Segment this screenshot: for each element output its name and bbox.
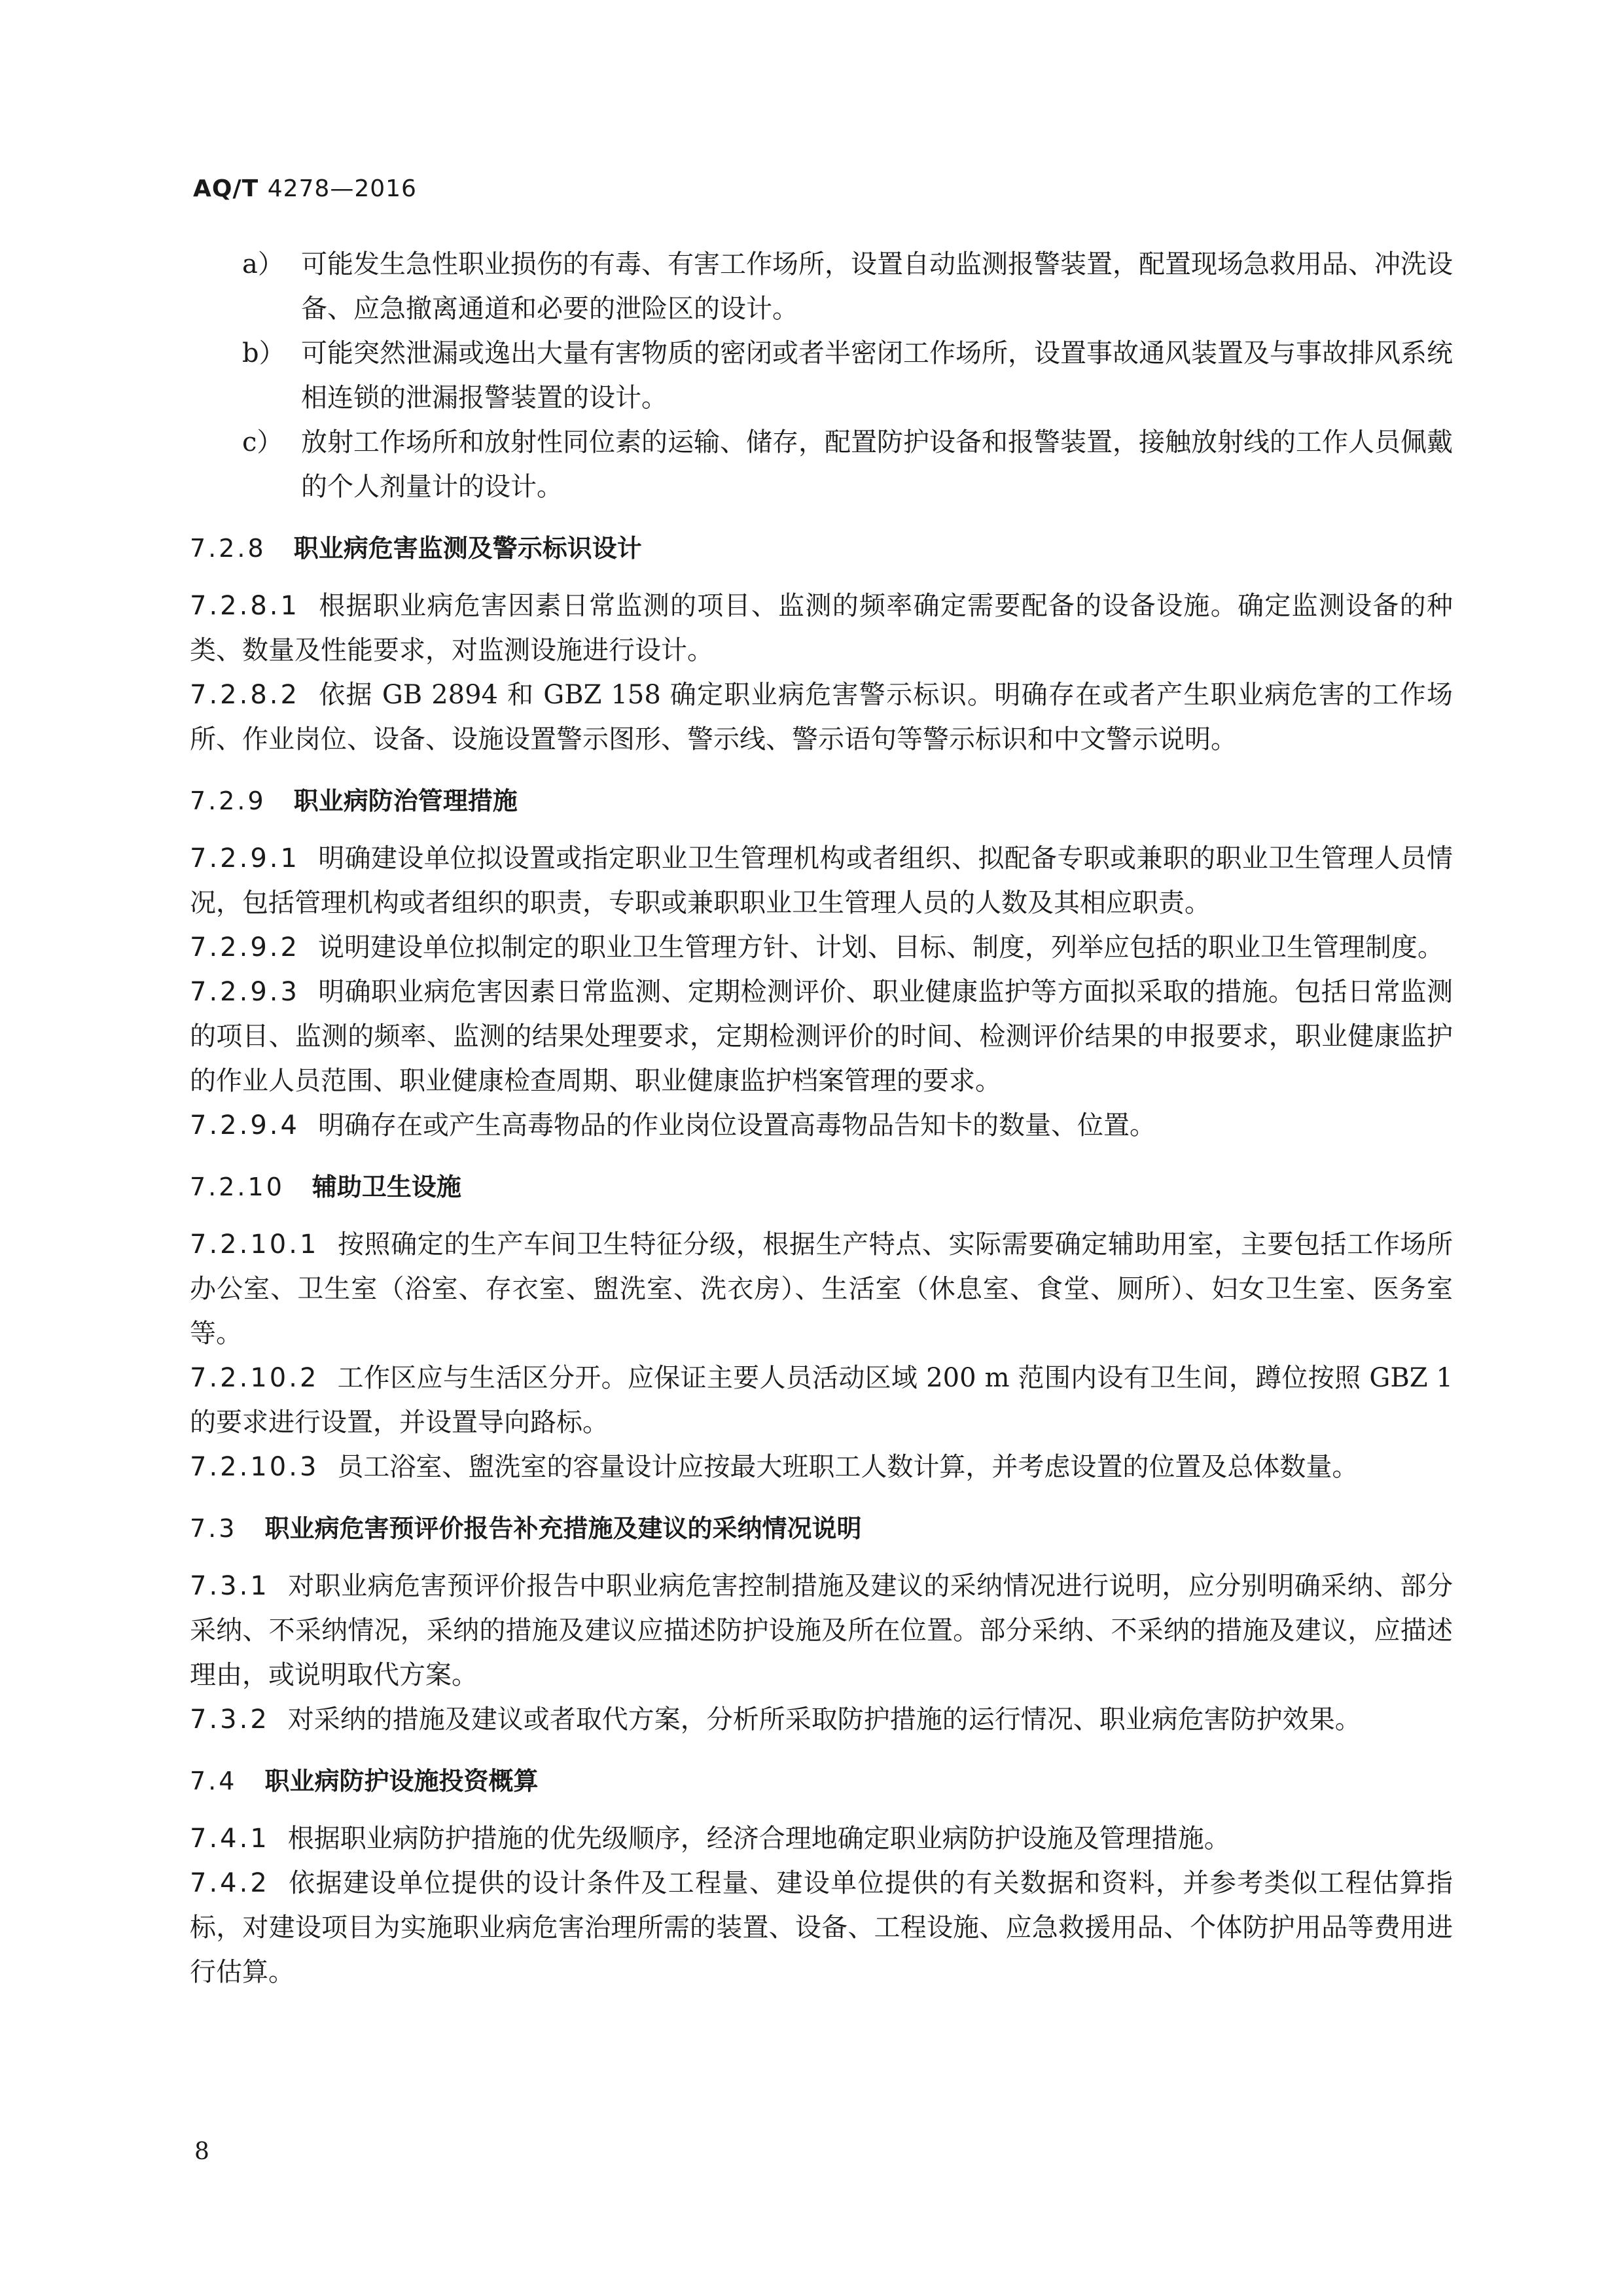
clause-text: 明确存在或产生高毒物品的作业岗位设置高毒物品告知卡的数量、位置。	[317, 1110, 1156, 1140]
list-item-b	[190, 331, 1453, 420]
section-heading-7-2-9	[190, 779, 1453, 823]
clause-text: 对采纳的措施及建议或者取代方案，分析所采取防护措施的运行情况、职业病危害防护效果。	[287, 1704, 1361, 1735]
list-marker: b）	[242, 338, 285, 368]
clause-text: 依据 GB 2894 和 GBZ 158 确定职业病危害警示标识。明确存在或者产生职业病危害的工作场所、作业岗位、设备、设施设置警示图形、警示线、警示语句等警示标识和中文警示说明。	[190, 680, 1453, 754]
clause-number: 7.2.10.1	[190, 1229, 319, 1260]
clause-number: 7.3.2	[190, 1704, 270, 1735]
clause-text: 工作区应与生活区分开。应保证主要人员活动区域 200 m 范围内设有卫生间，蹲位按照 GBZ 1 的要求进行设置，并设置导向路标。	[190, 1363, 1453, 1438]
clause-number: 7.2.9.3	[190, 977, 300, 1007]
clause-7-2-9-2	[190, 925, 1453, 970]
section-heading-7-3	[190, 1506, 1453, 1551]
section-number: 7.4	[190, 1767, 238, 1795]
clause-7-2-9-1	[190, 836, 1453, 925]
list-marker: c）	[242, 427, 283, 457]
clause-text: 根据职业病危害因素日常监测的项目、监测的频率确定需要配备的设备设施。确定监测设备的种类、数量及性能要求，对监测设施进行设计。	[190, 591, 1453, 665]
section-title: 职业病危害预评价报告补充措施及建议的采纳情况说明	[264, 1514, 862, 1543]
list-marker: a）	[242, 249, 284, 279]
clause-text: 依据建设单位提供的设计条件及工程量、建设单位提供的有关数据和资料，并参考类似工程估算指标，对建设项目为实施职业病危害治理所需的装置、设备、工程设施、应急救援用品、个体防护用品等费用进行估算。	[190, 1868, 1453, 1987]
section-number: 7.3	[190, 1514, 238, 1543]
clause-text: 说明建设单位拟制定的职业卫生管理方针、计划、目标、制度，列举应包括的职业卫生管理制度。	[317, 932, 1444, 963]
clause-number: 7.4.1	[190, 1824, 270, 1854]
clause-number: 7.2.8.2	[190, 680, 300, 710]
clause-7-2-8-1	[190, 584, 1453, 673]
clause-number: 7.2.9.2	[190, 932, 300, 963]
document-body	[190, 242, 1453, 1994]
clause-number: 7.2.8.1	[190, 591, 300, 621]
clause-7-2-9-3	[190, 970, 1453, 1103]
clause-7-3-2	[190, 1697, 1453, 1742]
section-heading-7-2-10	[190, 1165, 1453, 1209]
clause-7-2-10-1	[190, 1222, 1453, 1356]
clause-number: 7.2.10.3	[190, 1452, 319, 1482]
clause-number: 7.3.1	[190, 1571, 270, 1601]
section-heading-7-4	[190, 1759, 1453, 1803]
clause-text: 对职业病危害预评价报告中职业病危害控制措施及建议的采纳情况进行说明，应分别明确采纳、部分采纳、不采纳情况，采纳的措施及建议应描述防护设施及所在位置。部分采纳、不采纳的措施及建议，应描述理由，或说明取代方案。	[190, 1571, 1453, 1690]
section-number: 7.2.8	[190, 534, 266, 563]
clause-7-4-1	[190, 1816, 1453, 1861]
clause-number: 7.4.2	[190, 1868, 270, 1898]
list-item-c	[190, 420, 1453, 509]
section-title: 职业病防护设施投资概算	[264, 1767, 539, 1795]
list-text: 放射工作场所和放射性同位素的运输、储存，配置防护设备和报警装置，接触放射线的工作人员佩戴的个人剂量计的设计。	[301, 427, 1453, 502]
section-heading-7-2-8	[190, 526, 1453, 571]
section-title: 职业病防治管理措施	[293, 786, 518, 815]
clause-text: 按照确定的生产车间卫生特征分级，根据生产特点、实际需要确定辅助用室，主要包括工作场所办公室、卫生室（浴室、存衣室、盥洗室、洗衣房）、生活室（休息室、食堂、厕所）、妇女卫生室、医务室等。	[190, 1229, 1453, 1349]
clause-7-4-2	[190, 1861, 1453, 1994]
clause-number: 7.2.9.1	[190, 843, 300, 874]
clause-text: 员工浴室、盥洗室的容量设计应按最大班职工人数计算，并考虑设置的位置及总体数量。	[337, 1452, 1359, 1482]
section-number: 7.2.9	[190, 786, 266, 815]
standard-prefix: AQ/T	[193, 175, 259, 202]
list-item-a	[190, 242, 1453, 331]
clause-text: 明确建设单位拟设置或指定职业卫生管理机构或者组织、拟配备专职或兼职的职业卫生管理人员情况，包括管理机构或者组织的职责，专职或兼职职业卫生管理人员的人数及其相应职责。	[190, 843, 1453, 918]
list-text: 可能突然泄漏或逸出大量有害物质的密闭或者半密闭工作场所，设置事故通风装置及与事故排风系统相连锁的泄漏报警装置的设计。	[301, 338, 1453, 413]
clause-7-2-10-2	[190, 1356, 1453, 1445]
clause-number: 7.2.9.4	[190, 1110, 300, 1140]
clause-7-3-1	[190, 1564, 1453, 1697]
clause-number: 7.2.10.2	[190, 1363, 319, 1393]
list-text: 可能发生急性职业损伤的有毒、有害工作场所，设置自动监测报警装置，配置现场急救用品、冲洗设备、应急撤离通道和必要的泄险区的设计。	[301, 249, 1453, 324]
standard-number: 4278—2016	[267, 175, 417, 202]
section-title: 辅助卫生设施	[312, 1173, 461, 1201]
clause-7-2-10-3	[190, 1445, 1453, 1489]
clause-text: 根据职业病防护措施的优先级顺序，经济合理地确定职业病防护设施及管理措施。	[287, 1824, 1230, 1854]
page-number: 8	[194, 2138, 209, 2165]
section-number: 7.2.10	[190, 1173, 285, 1201]
section-title: 职业病危害监测及警示标识设计	[293, 534, 642, 563]
clause-7-2-8-2	[190, 673, 1453, 762]
clause-7-2-9-4	[190, 1103, 1453, 1148]
standard-header	[193, 175, 417, 202]
clause-text: 明确职业病危害因素日常监测、定期检测评价、职业健康监护等方面拟采取的措施。包括日常监测的项目、监测的频率、监测的结果处理要求，定期检测评价的时间、检测评价结果的申报要求，职业健康监护的作业人员范围、职业健康检查周期、职业健康监护档案管理的要求。	[190, 977, 1453, 1096]
